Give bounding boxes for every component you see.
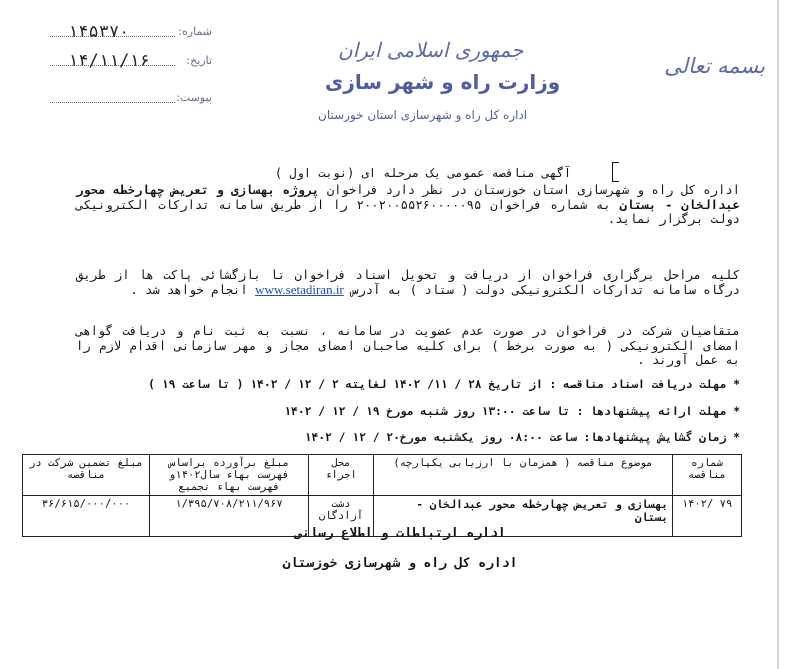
ministry-heading: وزارت راه و شهر سازی xyxy=(325,70,561,94)
dotted-line xyxy=(50,102,175,103)
process-text: کلیه مراحل برگزاری فراخوان از دریافت و تحویل اسناد فراخوان تا بازگشائی پاکت ها از طریق درگاه سامانه تدارکات الکترونیکی دولت ( ستاد ) به آدرس xyxy=(76,268,740,297)
letter-date-value: ۱۴/۱۱/۱۶ xyxy=(68,51,150,71)
dotted-line xyxy=(50,36,175,37)
table-row xyxy=(23,496,742,537)
opening-time: * زمان گشایش پیشنهادها: ساعت ۰۸:۰۰ روز یکشنبه مورخ۲۰ / ۱۲ / ۱۴۰۲ xyxy=(304,431,740,444)
republic-heading: جمهوری اسلامی ایران xyxy=(338,38,524,62)
col-header-subject: موضوع مناقصه ( همزمان با ارزیابی یکپارچه) xyxy=(374,455,673,496)
project-name: پروژه بهسازی و تعریض چهارخطه محور عبدالخان - بستان xyxy=(76,183,740,212)
letter-date-label: تاریخ: xyxy=(186,54,212,67)
table-header-row xyxy=(23,455,742,496)
deadline-proposals: * مهلت ارائه پیشنهادها : تا ساعت ۱۳:۰۰ روز شنبه مورخ ۱۹ / ۱۲ / ۱۴۰۲ xyxy=(284,405,740,418)
letter-number-label: شماره: xyxy=(178,25,212,38)
footer-organization: اداره کل راه و شهرسازی خوزستان xyxy=(282,556,518,571)
process-text-end: انجام خواهد شد . xyxy=(130,282,248,297)
cell-guarantee: ۳۶/۶۱۵/۰۰۰/۰۰۰ xyxy=(23,496,150,537)
attachment-label: پیوست: xyxy=(176,91,212,104)
cell-estimate: ۱/۳۹۵/۷۰۸/۲۱۱/۹۶۷ xyxy=(150,496,309,537)
cell-location: دشت آزادگان xyxy=(309,496,374,537)
cell-number: ۷۹ /۱۴۰۲ xyxy=(673,496,742,537)
paragraph-intro xyxy=(76,183,740,227)
attachment-field xyxy=(30,88,212,110)
intro-text-continued: به شماره فراخوان ۲۰۰۲۰۰۵۵۲۶۰۰۰۰۰۹۵ را از طریق سامانه تدارکات الکترونیکی دولت برگزار نماید. xyxy=(76,197,740,226)
page-fold-shadow xyxy=(777,0,779,669)
notice-title: آگهی مناقصه عمومی یک مرحله ای (نوبت اول ) xyxy=(274,166,572,180)
letter-number-field xyxy=(30,22,212,44)
intro-text: اداره کل راه و شهرسازی استان خوزستان در نظر دارد فراخوان xyxy=(326,183,740,197)
setad-link[interactable]: www.setadiran.ir xyxy=(255,281,344,297)
col-header-number: شماره مناقصه xyxy=(673,455,742,496)
deadline-documents: * مهلت دریافت اسناد مناقصه : از تاریخ ۲۸ / ۱۱/ ۱۴۰۲ لغایته ۲ / ۱۲ / ۱۴۰۲ ( تا ساعت ۱۹ ) xyxy=(148,378,740,391)
col-header-location: محل اجراء xyxy=(309,455,374,496)
paragraph-process xyxy=(76,268,740,297)
footer-department: اداره ارتباطات و اطلاع رسانی xyxy=(294,526,506,541)
col-header-estimate: مبلغ برآورده براساس فهرست بهاء سال۱۴۰۲و فهرست بهاء تجمیع xyxy=(150,455,309,496)
cell-subject: بهسازی و تعریض چهارخطه محور عبدالخان - بستان xyxy=(374,496,673,537)
letter-date-field xyxy=(30,51,212,73)
directorate-heading: اداره کل راه و شهرسازی استان خوزستان xyxy=(318,108,528,122)
basmala-heading: بسمه تعالی xyxy=(664,54,765,78)
paragraph-registration: متقاضیان شرکت در فراخوان در صورت عدم عضویت در سامانه ، نسبت به ثبت نام و دریافت گواهی امضای الکترونیکی ( به صورت برخط ) برای کلیه صاحبان امضای مجاز و مهر سازمانی اقدام لازم را به عمل آورند . xyxy=(76,324,740,367)
tender-table xyxy=(22,454,742,537)
dotted-line xyxy=(50,65,175,66)
col-header-guarantee: مبلغ تضمین شرکت در مناقصه xyxy=(23,455,150,496)
letter-number-value: ۱۴۵۳۷۰ xyxy=(68,22,130,42)
